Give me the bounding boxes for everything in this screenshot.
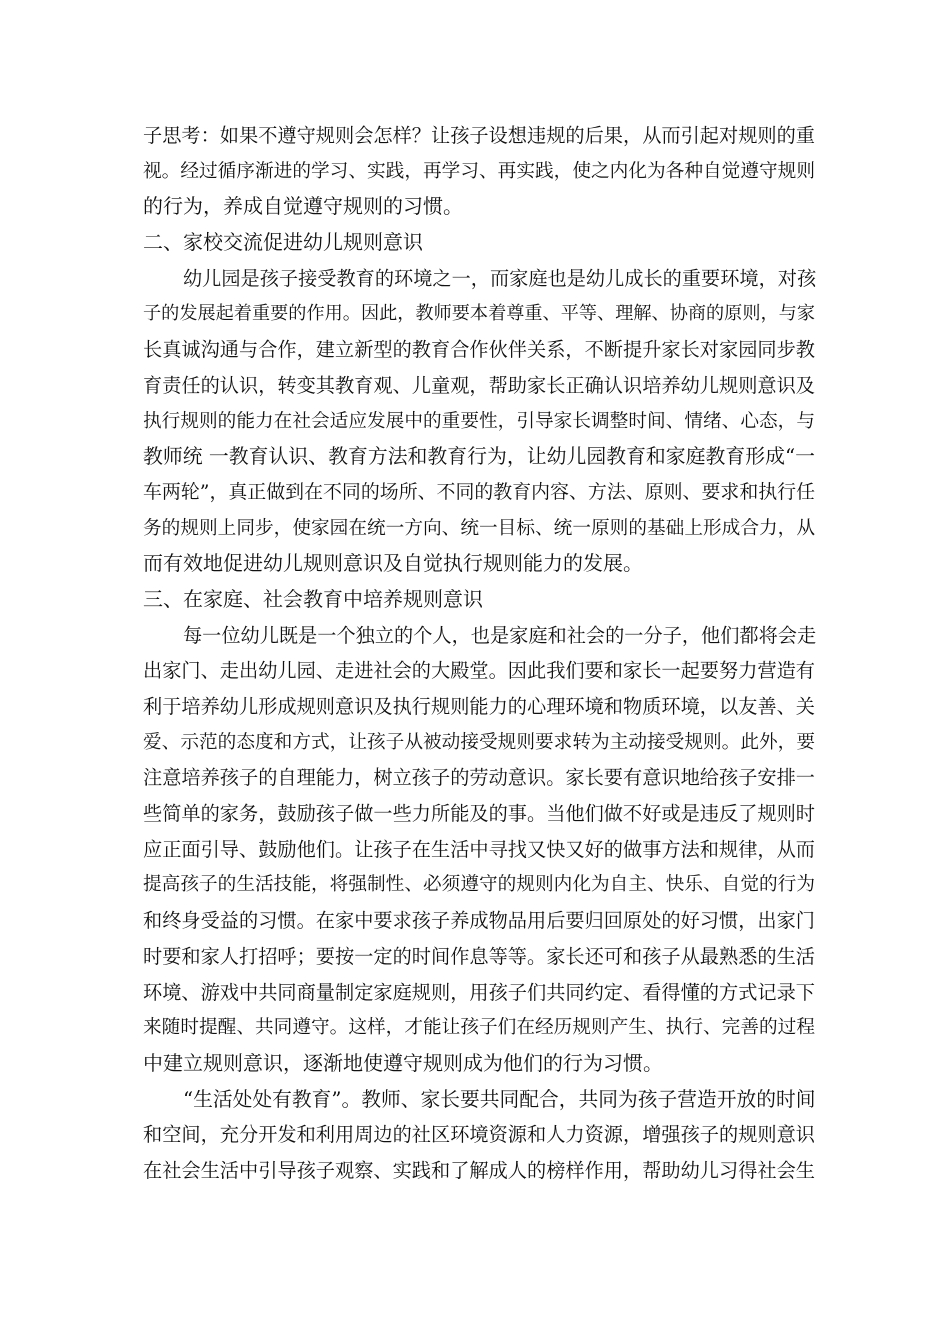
text-line: “生活处处有教育”。教师、家长要共同配合，共同为孩子营造开放的时间 — [183, 1087, 816, 1111]
text-line: 爱、示范的态度和方式，让孩子从被动接受规则要求转为主动接受规则。此外，要 — [143, 731, 815, 753]
text-line: 视。经过循序渐进的学习、实践，再学习、再实践，使之内化为各种自觉遵守规则 — [143, 160, 815, 182]
text-line: 和终身受益的习惯。在家中要求孩子养成物品用后要归回原处的好习惯，出家门 — [143, 909, 815, 933]
body-text — [143, 118, 815, 1189]
text-line: 和空间，充分开发和利用周边的社区环境资源和人力资源，增强孩子的规则意识 — [143, 1123, 815, 1147]
text-line: 子的发展起着重要的作用。因此，教师要本着尊重、平等、理解、协商的原则，与家 — [143, 303, 815, 325]
text-line: 提高孩子的生活技能，将强制性、必须遵守的规则内化为自主、快乐、自觉的行为 — [143, 874, 815, 896]
text-line: 的行为，养成自觉遵守规则的习惯。 — [143, 194, 463, 219]
text-line: 育责任的认识，转变其教育观、儿童观，帮助家长正确认识培养幼儿规则意识及 — [143, 373, 815, 397]
text-line: 车两轮”，真正做到在不同的场所、不同的教育内容、方法、原则、要求和执行任 — [143, 480, 815, 503]
text-line: 注意培养孩子的自理能力，树立孩子的劳动意识。家长要有意识地给孩子安排一 — [143, 766, 815, 790]
text-line: 而有效地促进幼儿规则意识及自觉执行规则能力的发展。 — [143, 551, 643, 576]
text-line: 长真诚沟通与合作，建立新型的教育合作伙伴关系，不断提升家长对家园同步教 — [143, 338, 815, 362]
text-line: 环境、游戏中共同商量制定家庭规则，用孩子们共同约定、看得懂的方式记录下 — [143, 980, 815, 1004]
text-line: 时要和家人打招呼；要按一定的时间作息等等。家长还可和孩子从最熟悉的生活 — [143, 944, 815, 968]
text-line: 三、在家庭、社会教育中培养规则意识 — [143, 586, 483, 611]
text-line: 出家门、走出幼儿园、走进社会的大殿堂。因此我们要和家长一起要努力营造有 — [143, 659, 815, 683]
text-line: 执行规则的能力在社会适应发展中的重要性，引导家长调整时间、情绪、心态，与 — [143, 410, 815, 432]
text-line: 教师统 一教育认识、教育方法和教育行为，让幼儿园教育和家庭教育形成“一 — [143, 445, 815, 469]
text-line: 务的规则上同步，使家园在统一方向、统一目标、统一原则的基础上形成合力，从 — [143, 517, 815, 539]
text-line: 幼儿园是孩子接受教育的环境之一，而家庭也是幼儿成长的重要环境，对孩 — [183, 266, 817, 290]
text-line: 来随时提醒、共同遵守。这样，才能让孩子们在经历规则产生、执行、完善的过程 — [143, 1017, 815, 1039]
text-line: 在社会生活中引导孩子观察、实践和了解成人的榜样作用，帮助幼儿习得社会生 — [143, 1158, 815, 1182]
text-line: 应正面引导、鼓励他们。让孩子在生活中寻找又快又好的做事方法和规律，从而 — [143, 837, 815, 861]
text-line: 些简单的家务，鼓励孩子做一些力所能及的事。当他们做不好或是违反了规则时 — [143, 802, 815, 826]
text-line: 子思考：如果不遵守规则会怎样？让孩子设想违规的后果，从而引起对规则的重 — [143, 124, 815, 147]
text-line: 每一位幼儿既是一个独立的个人，也是家庭和社会的一分子，他们都将会走 — [183, 623, 817, 647]
text-line: 中建立规则意识，逐渐地使遵守规则成为他们的行为习惯。 — [143, 1050, 663, 1075]
text-line: 利于培养幼儿形成规则意识及执行规则能力的心理环境和物质环境，以友善、关 — [143, 695, 815, 718]
text-line: 二、家校交流促进幼儿规则意识 — [143, 230, 423, 255]
